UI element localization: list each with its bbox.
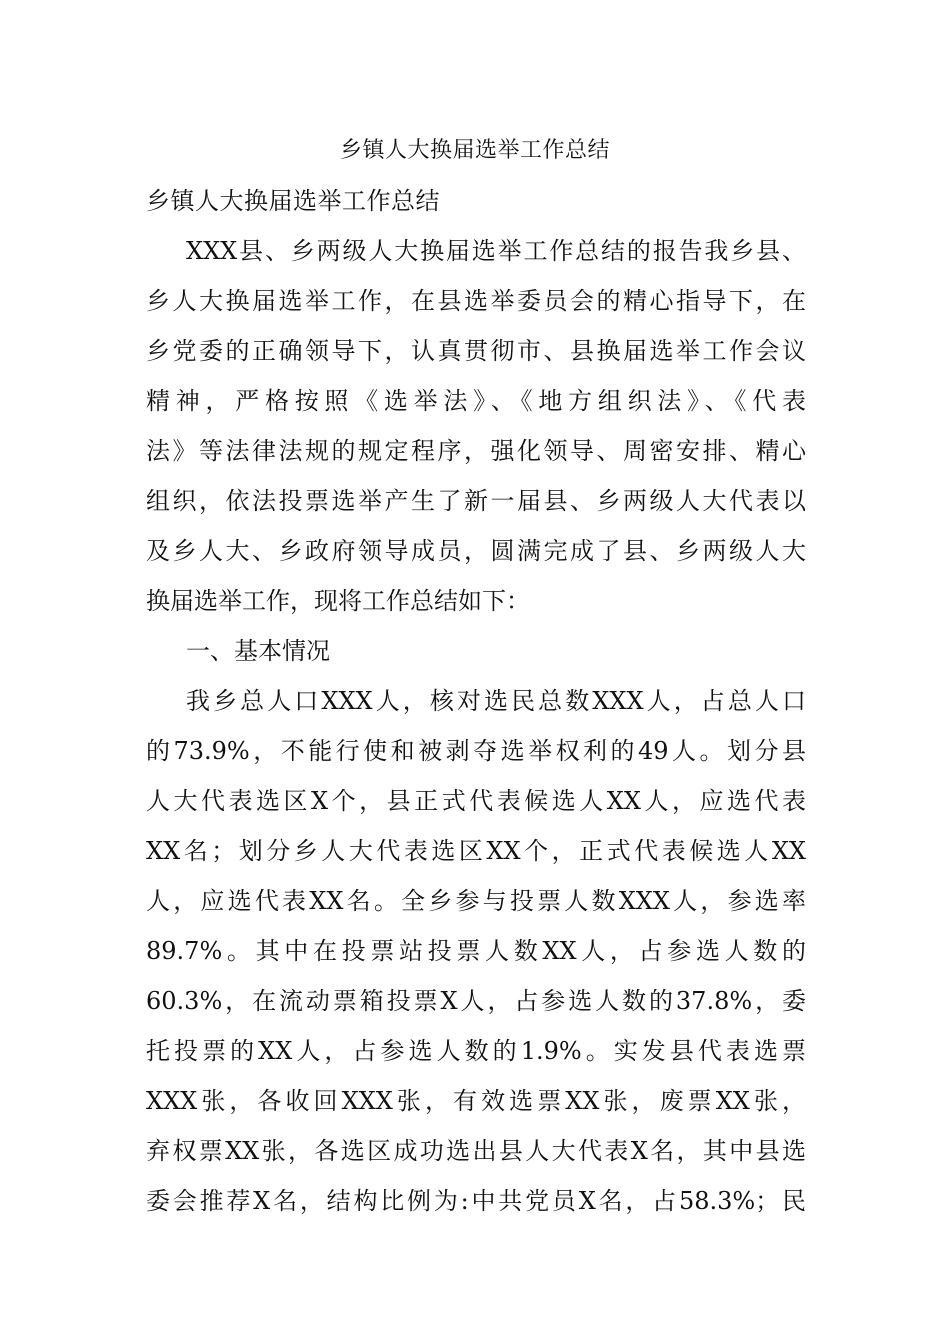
paragraph-line: 托投票的XX人，占参选人数的1.9%。实发县代表选票 [146, 1037, 806, 1065]
document-title: 乡镇人大换届选举工作总结 [339, 138, 610, 163]
paragraph-line: 及乡人大、乡政府领导成员，圆满完成了县、乡两级人大 [146, 537, 806, 565]
paragraph-line: 60.3%，在流动票箱投票X人，占参选人数的37.8%，委 [146, 987, 806, 1015]
paragraph-line: 的73.9%，不能行使和被剥夺选举权利的49人。划分县 [146, 737, 806, 765]
paragraph-line: 乡党委的正确领导下，认真贯彻市、县换届选举工作会议 [146, 337, 806, 365]
paragraph-line: 我乡总人口XXX人，核对选民总数XXX人，占总人口 [186, 687, 806, 715]
paragraph-line: 人大代表选区X个，县正式代表候选人XX人，应选代表 [146, 787, 806, 815]
paragraph-line: 89.7%。其中在投票站投票人数XX人，占参选人数的 [146, 937, 806, 965]
paragraph-line: 委会推荐X名，结构比例为:中共党员X名，占58.3%；民 [146, 1187, 806, 1215]
paragraph-line: XXX县、乡两级人大换届选举工作总结的报告我乡县、 [186, 237, 806, 265]
paragraph-line: 精神，严格按照《选举法》、《地方组织法》、《代表 [146, 387, 806, 415]
document-subtitle: 乡镇人大换届选举工作总结 [146, 187, 440, 215]
paragraph-line: 法》等法律法规的规定程序，强化领导、周密安排、精心 [146, 437, 806, 465]
paragraph-line: 组织，依法投票选举产生了新一届县、乡两级人大代表以 [146, 487, 806, 515]
paragraph-line: 人，应选代表XX名。全乡参与投票人数XXX人，参选率 [146, 887, 806, 915]
paragraph-line: XXX张，各收回XXX张，有效选票XX张，废票XX张， [146, 1087, 806, 1115]
paragraph-line: 换届选举工作，现将工作总结如下： [146, 587, 530, 615]
paragraph-line: 弃权票XX张，各选区成功选出县人大代表X名，其中县选 [146, 1137, 806, 1165]
section-heading: 一、基本情况 [186, 637, 330, 665]
paragraph-line: XX名；划分乡人大代表选区XX个，正式代表候选人XX [146, 837, 806, 865]
paragraph-line: 乡人大换届选举工作，在县选举委员会的精心指导下，在 [146, 287, 806, 315]
